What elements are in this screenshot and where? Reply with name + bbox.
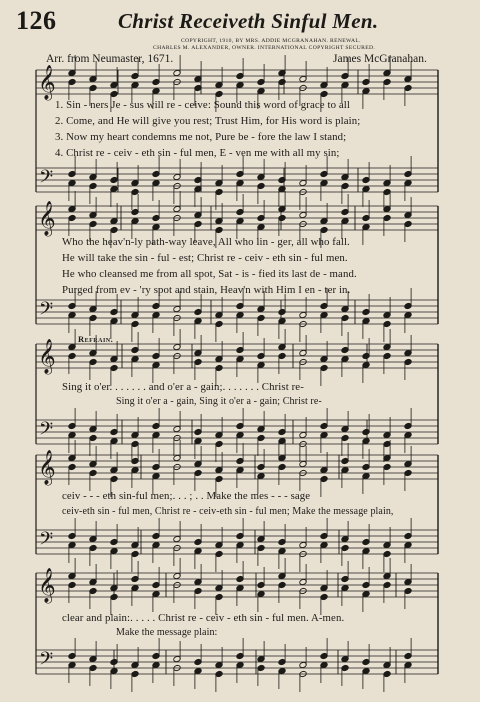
system-4-treble-clef: 𝄞 [38, 450, 56, 485]
verse-1-line-1: 1. Sin - ners Je - sus will re - ceive: Sound this word of grace to all [55, 99, 350, 111]
hymn-number: 126 [16, 6, 57, 35]
copyright-line-1: COPYRIGHT, 1910, BY MRS. ADDIE MCGRANAHAN. RENEWAL. [181, 38, 361, 44]
system-1-treble-clef: 𝄞 [38, 65, 56, 100]
hymn-title: Christ Receiveth Sinful Men. [118, 9, 379, 33]
system-4-bass-clef: 𝄢 [39, 529, 54, 554]
system-2-bass-clef: 𝄢 [39, 299, 54, 324]
refrain-lower-line-1: Sing it o'er a - gain, Sing it o'er a - gain; Christ re- [116, 396, 322, 407]
verse-4-line-2: Purged from ev - 'ry spot and stain, Heav'n with Him I en - ter in. [62, 284, 351, 296]
system-5-treble-clef: 𝄞 [38, 568, 56, 603]
system-2-treble-clef: 𝄞 [38, 201, 56, 236]
system-3-bass-clef: 𝄢 [39, 419, 54, 444]
verse-1-line-2: Who the heav'n-ly path-way leave, All who lin - ger, all who fall. [62, 236, 350, 248]
composer-credit: James McGranahan. [333, 53, 427, 65]
refrain-upper-line-3: clear and plain:. . . . . Christ re - ceiv - eth sin - ful men. A-men. [62, 612, 345, 624]
verse-2-line-2: He will take the sin - ful - est; Christ re - ceiv - eth sin - ful men. [62, 252, 348, 264]
refrain-lower-line-2: ceiv-eth sin - ful men, Christ re - ceiv-eth sin - ful men; Make the message plain, [62, 506, 394, 517]
refrain-lower-line-3: Make the message plain: [116, 627, 218, 638]
verse-4-line-1: 4. Christ re - ceiv - eth sin - ful men, E - ven me with all my sin; [55, 147, 340, 159]
system-3-treble-clef: 𝄞 [38, 339, 56, 374]
copyright-line-2: CHARLES M. ALEXANDER, OWNER. INTERNATIONAL COPYRIGHT SECURED. [153, 45, 376, 51]
arrangement-credit: Arr. from Neumaster, 1671. [46, 53, 174, 65]
verse-3-line-2: He who cleansed me from all spot, Sat - is - fied its last de - mand. [62, 268, 357, 280]
verse-3-line-1: 3. Now my heart condemns me not, Pure be - fore the law I stand; [55, 131, 347, 143]
refrain-upper-line-2: ceiv - - - eth sin-ful men;. . . ; . . Make the mes - - - sage [62, 490, 311, 502]
refrain-label: Refrain. [78, 334, 114, 344]
system-5-bass-clef: 𝄢 [39, 649, 54, 674]
refrain-upper-line-1: Sing it o'er. . . . . . . and o'er a - gain;. . . . . . . Christ re- [62, 381, 304, 393]
system-1-bass-clef: 𝄢 [39, 167, 54, 192]
verse-2-line-1: 2. Come, and He will give you rest; Trust Him, for His word is plain; [55, 115, 361, 127]
